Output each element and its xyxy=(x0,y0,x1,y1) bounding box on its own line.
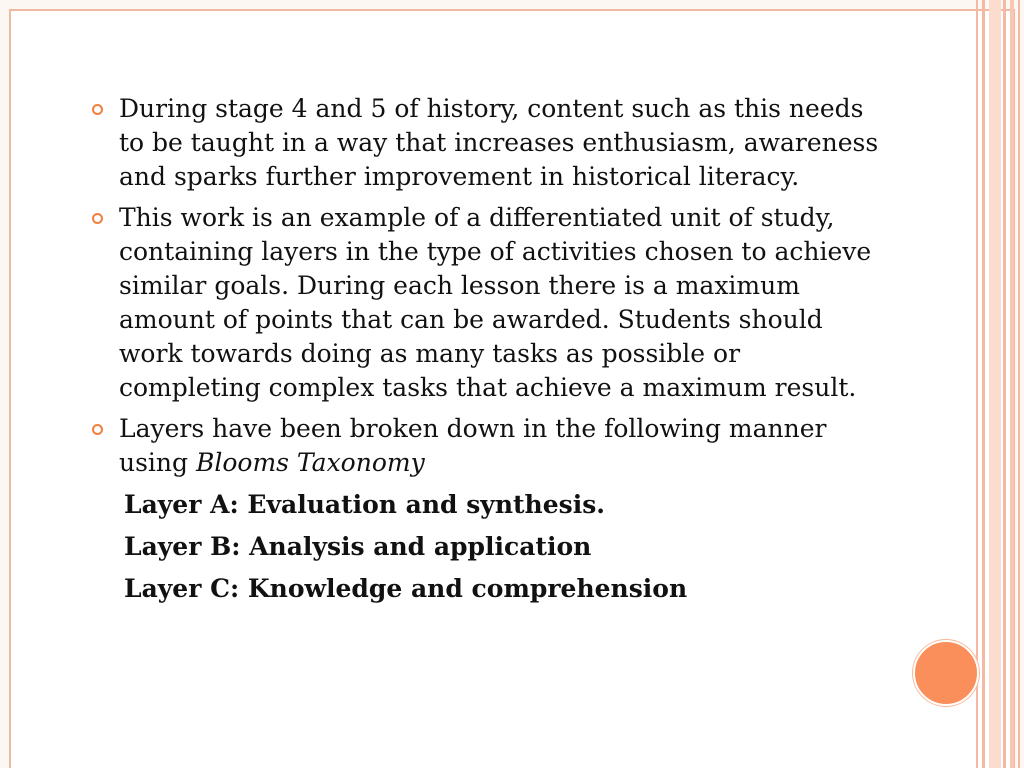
stripe xyxy=(976,0,978,768)
bullet-item xyxy=(88,92,888,194)
bullet-text: This work is an example of a differentiated unit of study, containing layers in the type of activities chosen to achieve similar goals. During each lesson there is a maximum amount of points that can be awarded. Students should work towards doing as many tasks as possible or completing complex tasks that achieve a maximum result. xyxy=(119,203,872,402)
bullet-ring-icon xyxy=(92,213,103,224)
stripe xyxy=(989,0,1001,768)
bullet-item xyxy=(88,201,888,405)
bullet-list xyxy=(88,92,888,480)
bullet-text: During stage 4 and 5 of history, content such as this needs to be taught in a way that increases enthusiasm, awareness and sparks further improvement in historical literacy. xyxy=(119,94,879,191)
stripe xyxy=(1003,0,1006,768)
bullet-item xyxy=(88,412,888,480)
layer-list xyxy=(88,488,888,606)
bullet-ring-icon xyxy=(92,424,103,435)
bullet-ring-icon xyxy=(92,104,103,115)
slide-content xyxy=(88,92,888,614)
bullet-italic-text: Blooms Taxonomy xyxy=(195,448,425,477)
layer-b-label: Layer B: Analysis and application xyxy=(124,532,592,561)
decorative-stripes xyxy=(976,0,1024,768)
bullet-text: Layers have been broken down in the following manner using xyxy=(119,414,827,477)
stripe xyxy=(982,0,985,768)
stripe xyxy=(1018,0,1020,768)
layer-c-label: Layer C: Knowledge and comprehension xyxy=(124,574,688,603)
decorative-circle xyxy=(913,640,979,706)
layer-a-label: Layer A: Evaluation and synthesis. xyxy=(124,490,605,519)
stripe xyxy=(1010,0,1014,768)
